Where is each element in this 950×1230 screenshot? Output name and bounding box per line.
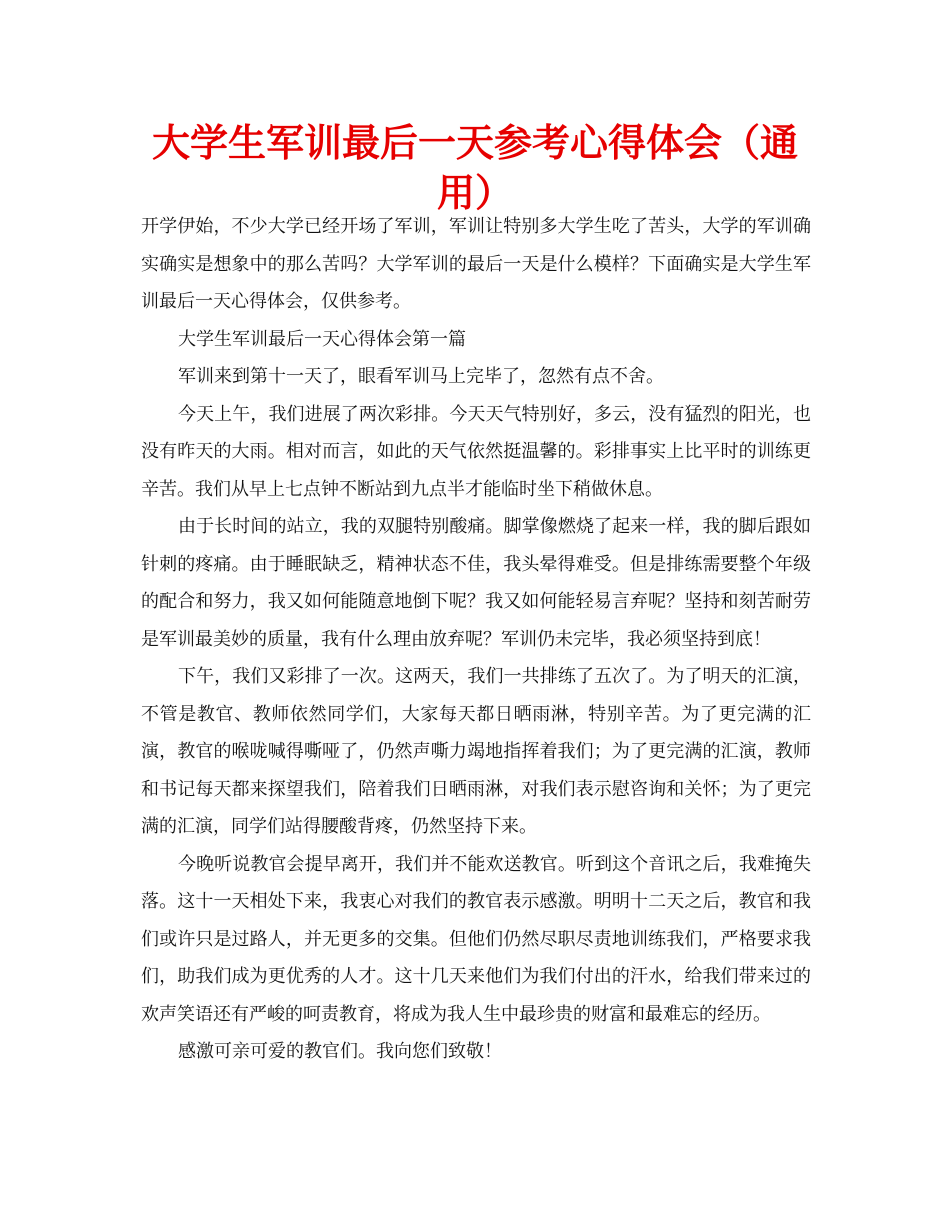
paragraph: 由于长时间的站立，我的双腿特别酸痛。脚掌像燃烧了起来一样，我的脚后跟如针刺的疼痛。由于睡眠缺乏，精神状态不佳，我头晕得难受。但是排练需要整个年级的配合和努力，我又如何能随意地倒下呢？我又如何能轻易言弃呢？坚持和刻苦耐劳是军训最美妙的质量，我有什么理由放弃呢？军训仍未完毕，我必须坚持到底！ bbox=[141, 516, 811, 650]
paragraph-intro: 开学伊始，不少大学已经开场了军训，军训让特别多大学生吃了苦头，大学的军训确实确实是想象中的那么苦吗？大学军训的最后一天是什么模样？下面确实是大学生军训最后一天心得体会，仅供参考。 bbox=[141, 216, 811, 312]
document-body bbox=[141, 208, 811, 1071]
paragraph-closing: 感激可亲可爱的教官们。我向您们致敬！ bbox=[178, 1041, 502, 1062]
section-heading: 大学生军训最后一天心得体会第一篇 bbox=[178, 328, 466, 350]
paragraph: 今晚听说教官会提早离开，我们并不能欢送教官。听到这个音讯之后，我难掩失落。这十一天相处下来，我衷心对我们的教官表示感激。明明十二天之后，教官和我们或许只是过路人，并无更多的交集。但他们仍然尽职尽责地训练我们，严格要求我们，助我们成为更优秀的人才。这十几天来他们为我们付出的汗水，给我们带来过的欢声笑语还有严峻的呵责教育，将成为我人生中最珍贵的财富和最难忘的经历。 bbox=[141, 853, 811, 1025]
paragraph: 下午，我们又彩排了一次。这两天，我们一共排练了五次了。为了明天的汇演，不管是教官、教师依然同学们，大家每天都日晒雨淋，特别辛苦。为了更完满的汇演，教官的喉咙喊得嘶哑了，仍然声嘶力竭地指挥着我们；为了更完满的汇演，教师和书记每天都来探望我们，陪着我们日晒雨淋，对我们表示慰咨询和关怀；为了更完满的汇演，同学们站得腰酸背疼，仍然坚持下来。 bbox=[141, 666, 811, 837]
paragraph: 今天上午，我们进展了两次彩排。今天天气特别好，多云，没有猛烈的阳光，也没有昨天的大雨。相对而言，如此的天气依然挺温馨的。彩排事实上比平时的训练更辛苦。我们从早上七点钟不断站到九点半才能临时坐下稍做休息。 bbox=[141, 403, 811, 500]
paragraph: 军训来到第十一天了，眼看军训马上完毕了，忽然有点不舍。 bbox=[178, 366, 664, 387]
document-title: 大学生军训最后一天参考心得体会（通用） bbox=[151, 121, 798, 215]
